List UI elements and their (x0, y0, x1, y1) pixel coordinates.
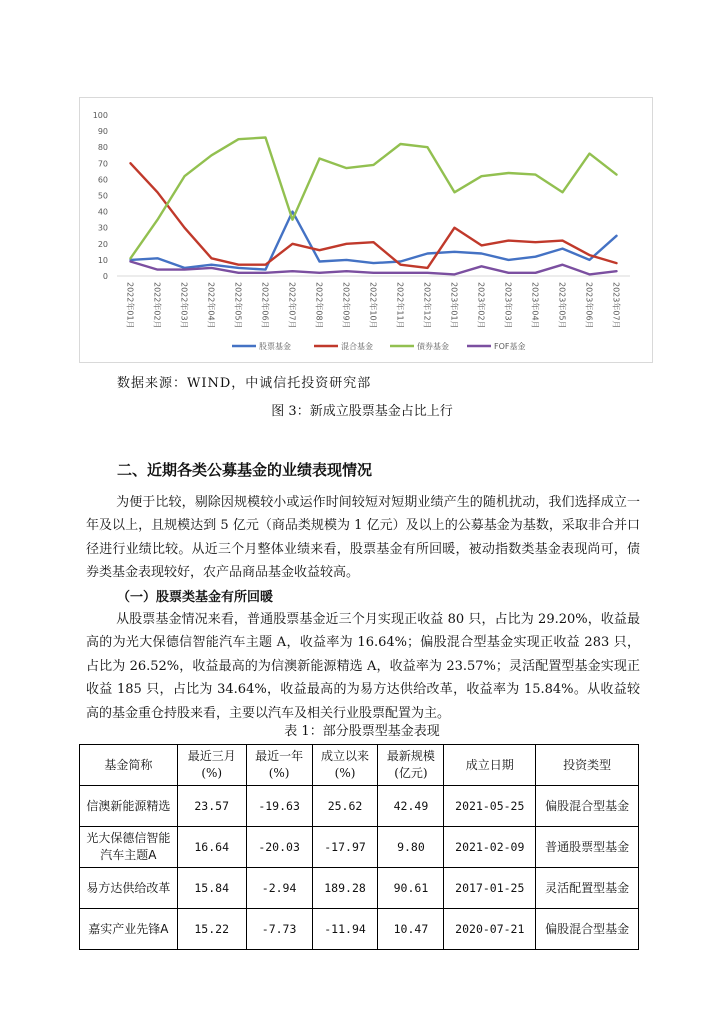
header-text: 投资类型 (563, 757, 612, 772)
header-text: 最近一年 (255, 749, 304, 763)
cell-type: 偏股混合型基金 (536, 786, 639, 827)
x-tick-label: 2022年07月 (287, 282, 297, 329)
cell-size: 90.61 (378, 868, 444, 909)
figure-caption: 图 3：新成立股票基金占比上行 (271, 404, 453, 419)
cell-1y: -19.63 (246, 786, 312, 827)
x-tick-label: 2022年04月 (206, 282, 216, 329)
cell-inception: -17.97 (312, 827, 378, 868)
x-tick-label: 2023年02月 (476, 282, 486, 329)
header-text: 成立以来 (321, 749, 370, 763)
header-text: 基金简称 (104, 757, 153, 772)
y-tick-label: 100 (92, 111, 108, 120)
x-tick-label: 2022年08月 (314, 282, 324, 329)
x-tick-label: 2022年09月 (341, 282, 351, 329)
header-text: 成立日期 (465, 757, 514, 772)
header-fund-name (80, 745, 178, 786)
cell-type: 灵活配置型基金 (536, 868, 639, 909)
cell-fund-name: 光大保德信智能汽车主题A (80, 827, 178, 868)
cell-type: 偏股混合型基金 (536, 909, 639, 950)
legend-label: 股票基金 (259, 342, 291, 351)
header-type (536, 745, 639, 786)
cell-inception: -11.94 (312, 909, 378, 950)
x-tick-label: 2023年05月 (557, 282, 567, 329)
legend-label: 混合基金 (341, 342, 373, 351)
series-line-债券基金 (131, 138, 617, 259)
header-3m (177, 745, 246, 786)
x-tick-label: 2022年02月 (152, 282, 162, 329)
header-text: 最新规模 (386, 749, 435, 763)
y-tick-label: 70 (97, 159, 108, 169)
cell-fund-name: 易方达供给改革 (80, 868, 178, 909)
legend-label: FOF基金 (494, 342, 526, 351)
cell-date: 2017-01-25 (444, 868, 536, 909)
x-tick-label: 2022年11月 (395, 282, 405, 329)
header-size (378, 745, 444, 786)
table-row (80, 909, 639, 950)
header-text: 最近三月 (187, 749, 236, 763)
cell-inception: 189.28 (312, 868, 378, 909)
header-since-inception (312, 745, 378, 786)
section-heading: 二、近期各类公募基金的业绩表现情况 (117, 461, 373, 479)
data-source: 数据来源：WIND，中诚信托投资研究部 (117, 376, 372, 391)
cell-fund-name: 嘉实产业先锋A (80, 909, 178, 950)
y-tick-label: 40 (97, 207, 108, 217)
cell-3m: 16.64 (177, 827, 246, 868)
cell-inception: 25.62 (312, 786, 378, 827)
subheading: （一）股票类基金有所回暖 (117, 590, 274, 605)
x-tick-label: 2023年04月 (530, 282, 540, 329)
cell-1y: -20.03 (246, 827, 312, 868)
fund-table (79, 744, 639, 950)
table-row (80, 827, 639, 868)
y-tick-label: 50 (97, 191, 108, 201)
header-unit: (%) (268, 766, 290, 780)
paragraph-2 (86, 608, 640, 725)
x-tick-label: 2023年01月 (449, 282, 459, 329)
header-unit: (%) (334, 766, 356, 780)
y-tick-label: 80 (97, 143, 108, 153)
cell-date: 2020-07-21 (444, 909, 536, 950)
paragraph-2-text: 从股票基金情况来看，普通股票基金近三个月实现正收益 80 只，占比为 29.20%，收益最高的为光大保德信智能汽车主题 A，收益率为 16.64%；偏股混合型基金实现正收益 283 只，占比为 26.52%，收益最高的为信澳新能源精选 A，收益率为 23.57%；灵活配置型基金实现正收益 185 只，占比为 34.64%，收益最高的为易方达供给改革，收益率为 15.84%。从收益较高的基金重仓持股来看，主要以汽车及相关行业股票配置为主。 (86, 612, 640, 721)
x-tick-label: 2023年03月 (503, 282, 513, 329)
cell-3m: 23.57 (177, 786, 246, 827)
cell-type: 普通股票型基金 (536, 827, 639, 868)
table-header-row (80, 745, 639, 786)
table-row (80, 786, 639, 827)
cell-size: 10.47 (378, 909, 444, 950)
x-tick-label: 2023年06月 (584, 282, 594, 329)
paragraph-1-text: 为便于比较，剔除因规模较小或运作时间较短对短期业绩产生的随机扰动，我们选择成立一年及以上，且规模达到 5 亿元（商品类规模为 1 亿元）及以上的公募基金为基数，采取非合并口径进行业绩比较。从近三个月整体业绩来看，股票基金有所回暖，被动指数类基金表现尚可，债券类基金表现较好，农产品商品基金收益较高。 (86, 495, 640, 581)
header-unit: (亿元) (394, 766, 428, 780)
y-tick-label: 30 (97, 223, 108, 233)
chart-svg (80, 98, 652, 362)
y-tick-label: 90 (97, 127, 108, 137)
paragraph-1 (86, 491, 640, 585)
cell-size: 9.80 (378, 827, 444, 868)
x-tick-label: 2023年07月 (611, 282, 621, 329)
table-caption: 表 1：部分股票型基金表现 (284, 724, 440, 739)
cell-date: 2021-02-09 (444, 827, 536, 868)
x-tick-label: 2022年05月 (233, 282, 243, 329)
header-1y (246, 745, 312, 786)
line-chart (79, 97, 653, 363)
y-tick-label: 60 (97, 175, 108, 185)
x-tick-label: 2022年01月 (125, 282, 135, 329)
table-row (80, 868, 639, 909)
x-tick-label: 2022年10月 (368, 282, 378, 329)
cell-fund-name: 信澳新能源精选 (80, 786, 178, 827)
cell-1y: -2.94 (246, 868, 312, 909)
y-tick-label: 10 (97, 255, 108, 265)
x-tick-label: 2022年06月 (260, 282, 270, 329)
y-tick-label: 0 (102, 272, 108, 281)
cell-1y: -7.73 (246, 909, 312, 950)
cell-3m: 15.84 (177, 868, 246, 909)
cell-size: 42.49 (378, 786, 444, 827)
header-unit: (%) (201, 766, 223, 780)
cell-date: 2021-05-25 (444, 786, 536, 827)
y-tick-label: 20 (97, 239, 108, 249)
x-tick-label: 2022年03月 (179, 282, 189, 329)
cell-3m: 15.22 (177, 909, 246, 950)
header-date (444, 745, 536, 786)
x-tick-label: 2022年12月 (422, 282, 432, 329)
legend-label: 债券基金 (417, 342, 449, 351)
